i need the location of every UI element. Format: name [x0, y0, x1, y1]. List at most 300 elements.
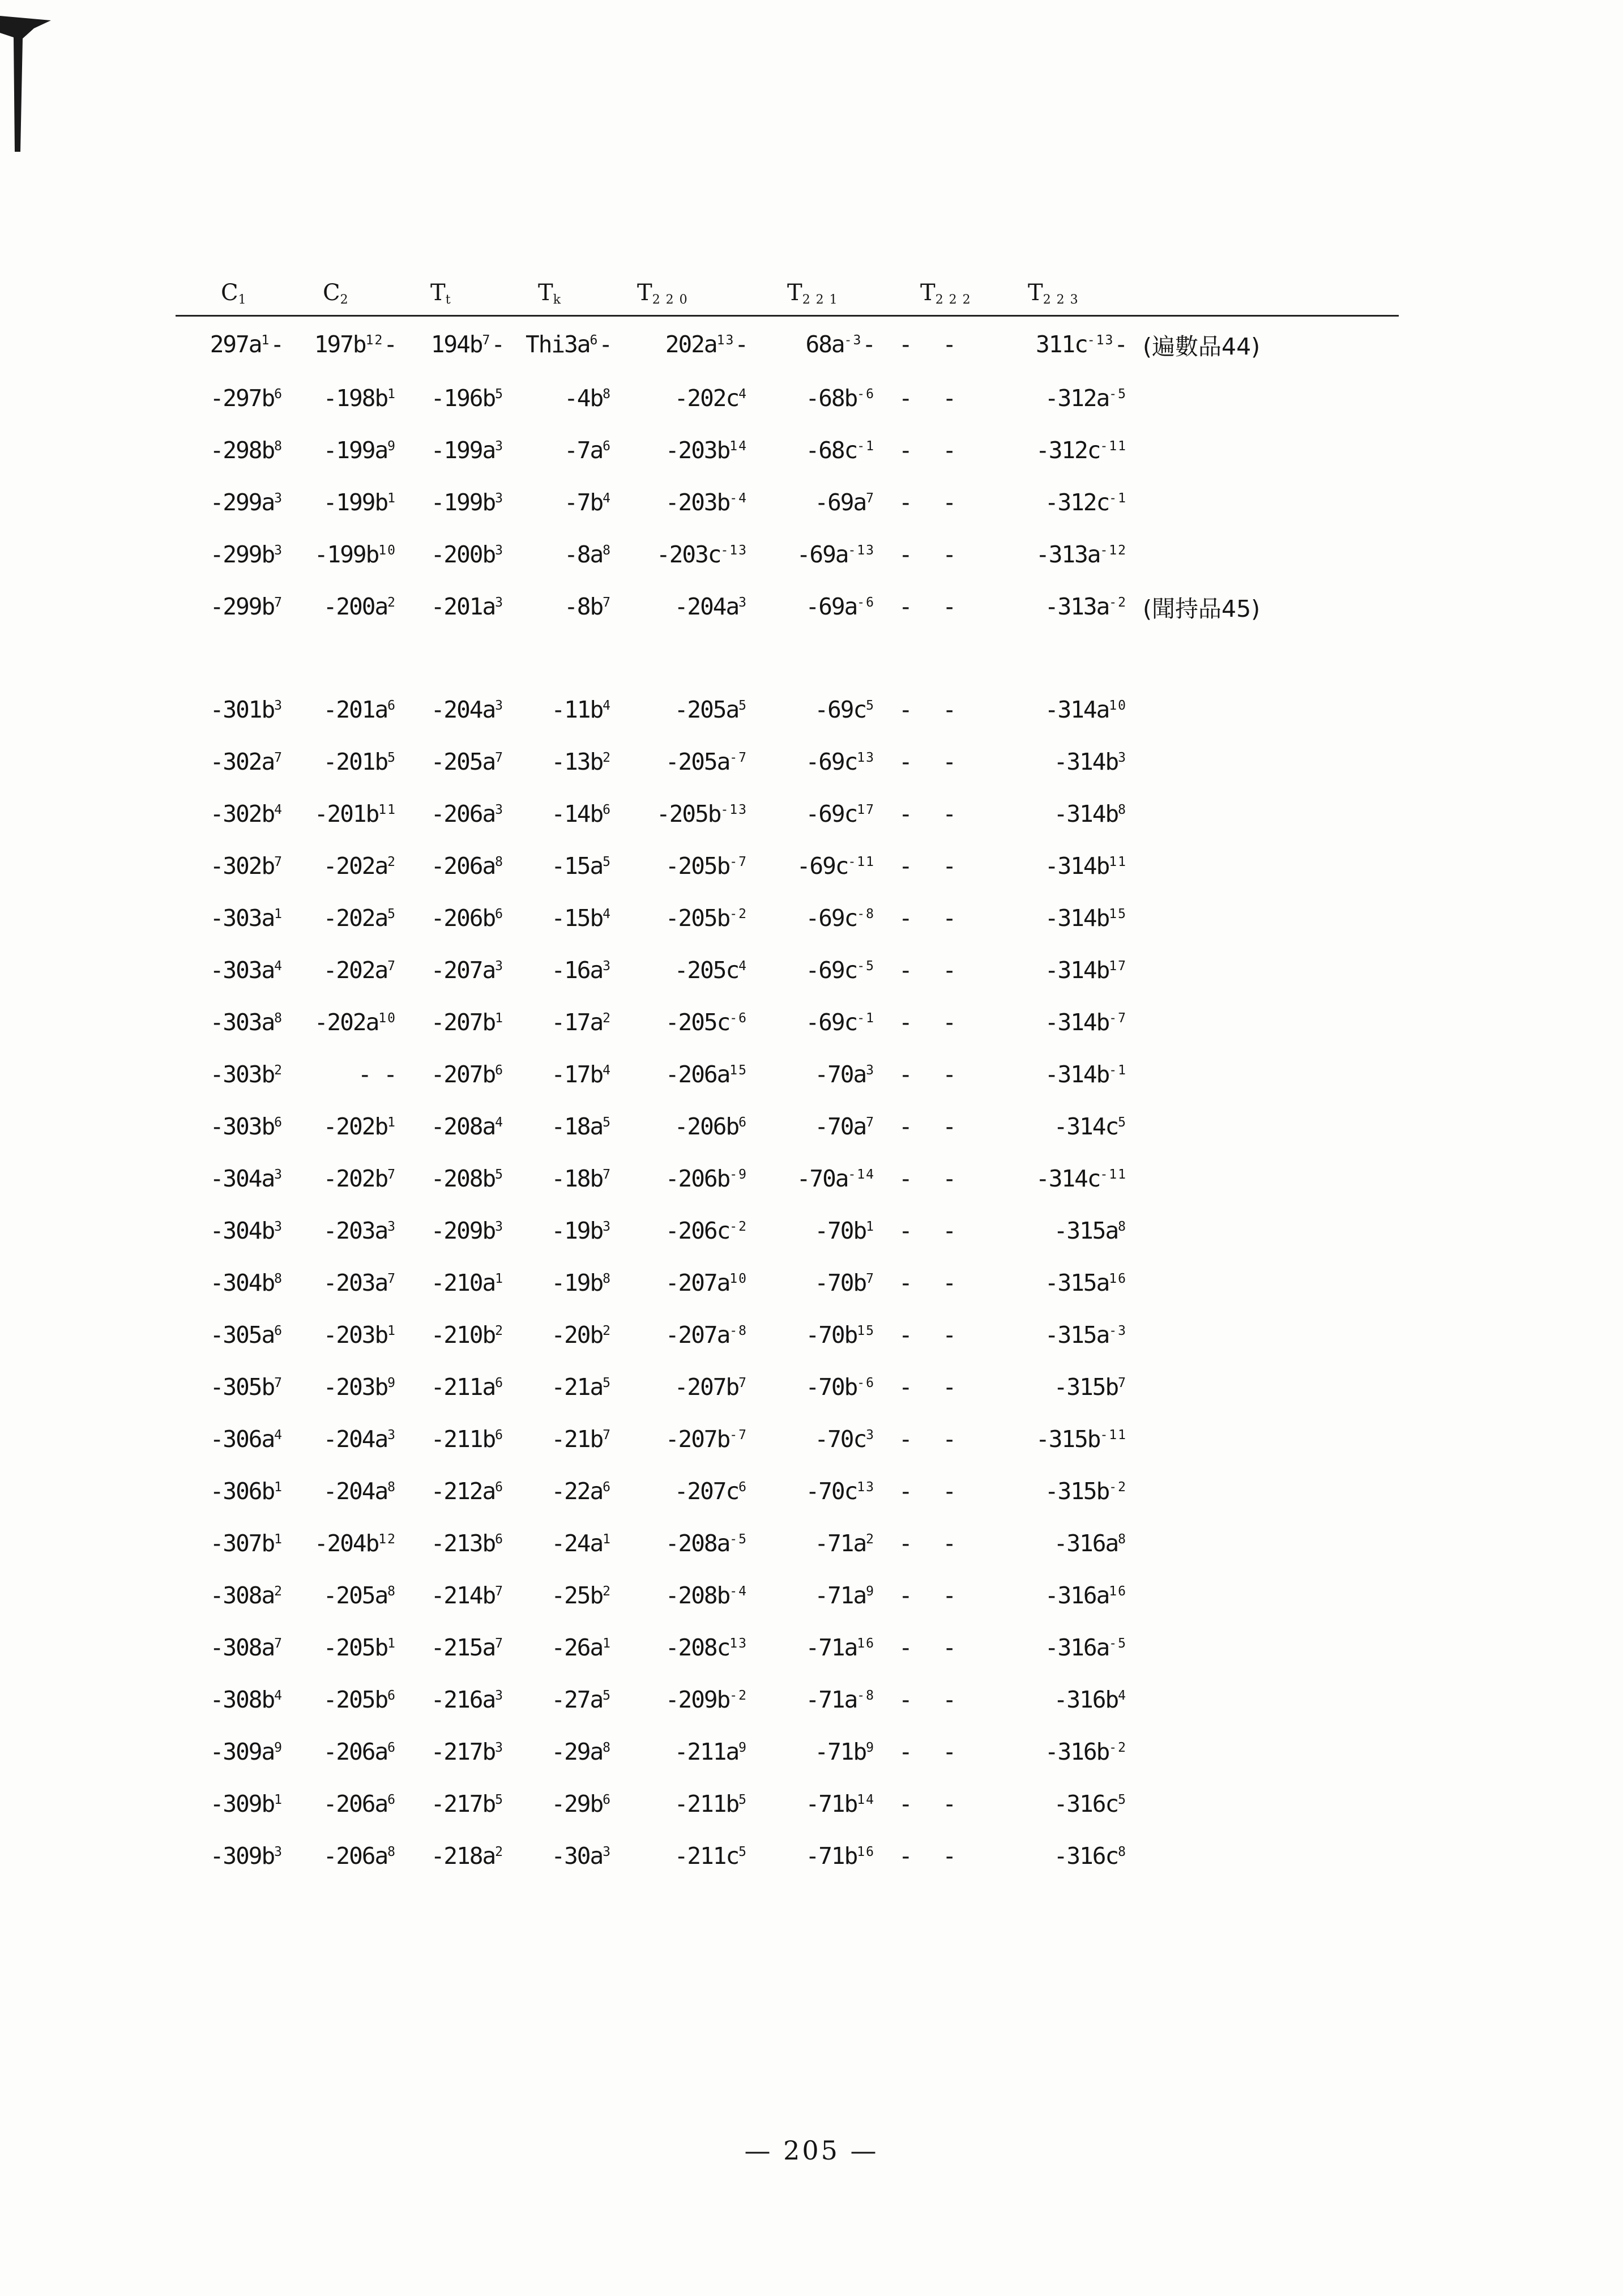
cell-c2: $-206a^6$: [323, 1790, 396, 1817]
cell-t223: $-315a^{16}$: [1044, 1269, 1127, 1296]
cell-c2: $-205a^8$: [323, 1582, 396, 1609]
table-row: [176, 476, 1399, 528]
cell-t223: $-314b^{-1}$: [1044, 1061, 1127, 1088]
cell-c1: $-303b^2$: [210, 1061, 283, 1088]
cell-t220: $-206b^6$: [674, 1113, 748, 1140]
cell-t221: $-68c^{-1}$: [805, 437, 875, 464]
cell-tk: $-26a^1$: [551, 1634, 612, 1661]
cell-tk: $-18a^5$: [551, 1113, 612, 1140]
cell-t221: $-70c^3$: [814, 1426, 875, 1453]
cell-tk: $-24a^1$: [551, 1530, 612, 1557]
cell-tk: $-17a^2$: [551, 1009, 612, 1036]
cell-c2: $-200a^2$: [323, 593, 396, 620]
cell-c1: $-302b^7$: [210, 852, 283, 880]
cell-t223: $311c^{-13}-$: [1036, 331, 1127, 358]
cell-tt: $-204a^3$: [430, 696, 504, 723]
cell-tk: $-11b^4$: [551, 696, 612, 723]
cell-c1: $-298b^8$: [210, 437, 283, 464]
cell-t220: $-207b^7$: [674, 1373, 748, 1401]
cell-note: [1127, 892, 1399, 944]
cell-note: [1127, 1778, 1399, 1830]
cell-t223: $-314b^{-7}$: [1044, 1009, 1127, 1036]
cell-c1: $-303a^4$: [210, 957, 283, 984]
cell-note: [1127, 1621, 1399, 1674]
cell-t220: $-204a^3$: [674, 593, 748, 620]
cell-c1: $-309a^9$: [210, 1738, 283, 1765]
cell-t220: $-205b^{-7}$: [665, 852, 748, 880]
cell-c2: $-206a^8$: [323, 1842, 396, 1870]
column-header-tt: $T_t$: [396, 266, 504, 316]
cell-c1: $-308a^7$: [210, 1634, 283, 1661]
cell-note: [1127, 1309, 1399, 1361]
cell-note: [1127, 1569, 1399, 1621]
cell-tt: $-196b^5$: [430, 385, 504, 412]
cell-t222: - -: [898, 437, 965, 464]
column-header-t221: $T_{221}$: [748, 266, 875, 316]
table-header: [176, 266, 1399, 316]
cell-t220: $-208c^{13}$: [665, 1634, 748, 1661]
cell-tk: $-25b^2$: [551, 1582, 612, 1609]
table-row: [176, 1309, 1399, 1361]
cell-t222: - -: [898, 696, 965, 723]
table-row: [176, 1205, 1399, 1257]
cell-tk: $-14b^6$: [551, 800, 612, 827]
cell-t220: $-207b^{-7}$: [665, 1426, 748, 1453]
cell-tt: $-217b^3$: [430, 1738, 504, 1765]
cell-t220: $-205b^{-13}$: [656, 800, 748, 827]
cell-tt: $-206b^6$: [430, 904, 504, 932]
cell-tt: $-205a^7$: [430, 748, 504, 775]
cell-t220: $-206a^{15}$: [665, 1061, 748, 1088]
cell-t221: $-71a^9$: [814, 1582, 875, 1609]
cell-t223: $-316a^8$: [1053, 1530, 1127, 1557]
cell-tk: $Thi3a^6-$: [526, 331, 612, 358]
cell-tk: $-19b^8$: [551, 1269, 612, 1296]
cell-c1: $-297b^6$: [210, 385, 283, 412]
cell-t220: $-208b^{-4}$: [665, 1582, 748, 1609]
cell-t222: - -: [898, 1634, 965, 1661]
cell-t220: $-202c^4$: [674, 385, 748, 412]
cell-c1: $-309b^1$: [210, 1790, 283, 1817]
cell-t222: - -: [898, 1009, 965, 1036]
cell-t223: $-314c^{-11}$: [1036, 1165, 1127, 1192]
cell-t221: $-68b^{-6}$: [805, 385, 875, 412]
cell-note: [1127, 1100, 1399, 1153]
table-row: [176, 316, 1399, 373]
cell-note: [1127, 1153, 1399, 1205]
cell-tk: $-29a^8$: [551, 1738, 612, 1765]
cell-note: (聞持品45): [1143, 595, 1261, 622]
cell-c1: $-301b^3$: [210, 696, 283, 723]
cell-c2: $-201b^{11}$: [314, 800, 396, 827]
cell-t222: - -: [898, 541, 965, 568]
cell-note: [1127, 1517, 1399, 1569]
cell-c1: $-308a^2$: [210, 1582, 283, 1609]
cell-t221: $-70b^1$: [814, 1217, 875, 1244]
cell-t220: $-207c^6$: [674, 1478, 748, 1505]
cell-t221: $-69c^5$: [814, 696, 875, 723]
cell-t221: $-69c^{-8}$: [805, 904, 875, 932]
cell-t221: $-70a^7$: [814, 1113, 875, 1140]
cell-tt: $-207a^3$: [430, 957, 504, 984]
cell-t223: $-316b^{-2}$: [1044, 1738, 1127, 1765]
cell-t222: - -: [898, 1790, 965, 1817]
cell-c2: $-199b^1$: [323, 489, 396, 516]
cell-c1: $-302a^7$: [210, 748, 283, 775]
cell-tk: $-8a^8$: [564, 541, 612, 568]
cell-note: [1127, 1413, 1399, 1465]
cell-t223: $-314b^{11}$: [1044, 852, 1127, 880]
cell-tt: $-210b^2$: [430, 1321, 504, 1348]
cell-tk: $-27a^5$: [551, 1686, 612, 1713]
cell-t222: - -: [898, 1842, 965, 1870]
column-header-t220: $T_{220}$: [612, 266, 748, 316]
cell-c1: $-304b^3$: [210, 1217, 283, 1244]
cell-t223: $-315b^{-11}$: [1036, 1426, 1127, 1453]
cell-t221: $-71b^{14}$: [805, 1790, 875, 1817]
cell-c2: $-202a^{10}$: [314, 1009, 396, 1036]
binding-edge-mark: [0, 16, 57, 152]
cell-t222: - -: [898, 1165, 965, 1192]
cell-t221: $-70b^7$: [814, 1269, 875, 1296]
cell-tk: $-20b^2$: [551, 1321, 612, 1348]
cell-c2: $-198b^1$: [323, 385, 396, 412]
cell-t222: - -: [898, 800, 965, 827]
cell-t223: $-315a^{-3}$: [1044, 1321, 1127, 1348]
cell-note: [1127, 788, 1399, 840]
cell-tk: $-16a^3$: [551, 957, 612, 984]
table-row: [176, 1726, 1399, 1778]
cell-t220: $-205b^{-2}$: [665, 904, 748, 932]
cell-c2: $197b^{12}-$: [314, 331, 396, 358]
cell-c2: $-202a^5$: [323, 904, 396, 932]
cell-t221: $68a^{-3}-$: [805, 331, 875, 358]
cell-t222: - -: [898, 748, 965, 775]
cell-tt: $-213b^6$: [430, 1530, 504, 1557]
cell-c1: $-306b^1$: [210, 1478, 283, 1505]
cell-note: [1127, 1205, 1399, 1257]
table-row: [176, 1048, 1399, 1100]
cell-c2: $-205b^1$: [323, 1634, 396, 1661]
table-row: [176, 1465, 1399, 1517]
cell-tk: $-21b^7$: [551, 1426, 612, 1453]
cell-c2: $-204a^3$: [323, 1426, 396, 1453]
cell-c1: $-302b^4$: [210, 800, 283, 827]
cell-t222: - -: [898, 1478, 965, 1505]
cell-c1: $-299b^7$: [210, 593, 283, 620]
cell-tk: $-7a^6$: [564, 437, 612, 464]
cell-t222: - -: [898, 1061, 965, 1088]
cell-c2: $-206a^6$: [323, 1738, 396, 1765]
table-row: [176, 1257, 1399, 1309]
cell-c1: $-299a^3$: [210, 489, 283, 516]
column-header-tk: $T_k$: [504, 266, 612, 316]
cell-c1: $-303a^8$: [210, 1009, 283, 1036]
column-header-c2: $C_2$: [283, 266, 396, 316]
cell-tk: $-15b^4$: [551, 904, 612, 932]
cell-tt: $-199b^3$: [430, 489, 504, 516]
cell-note: [1127, 476, 1399, 528]
table-row: [176, 996, 1399, 1048]
cell-t221: $-69a^7$: [814, 489, 875, 516]
page-number: — 205 —: [744, 2135, 879, 2166]
cell-c1: $-306a^4$: [210, 1426, 283, 1453]
table-row: [176, 1100, 1399, 1153]
cell-tt: $-200b^3$: [430, 541, 504, 568]
cell-t222: - -: [898, 957, 965, 984]
cell-tt: $-218a^2$: [430, 1842, 504, 1870]
table-row: [176, 1413, 1399, 1465]
cell-c2: $-203b^1$: [323, 1321, 396, 1348]
cell-t220: $-203b^{14}$: [665, 437, 748, 464]
cell-t223: $-312c^{-11}$: [1036, 437, 1127, 464]
cell-note: [1127, 1674, 1399, 1726]
cell-t223: $-312c^{-1}$: [1044, 489, 1127, 516]
cell-tt: $-217b^5$: [430, 1790, 504, 1817]
cell-note: [1127, 1726, 1399, 1778]
cell-c2: $-204a^8$: [323, 1478, 396, 1505]
table-row: [176, 1621, 1399, 1674]
cell-tk: $-30a^3$: [551, 1842, 612, 1870]
cell-tt: $-211b^6$: [430, 1426, 504, 1453]
cell-t221: $-70c^{13}$: [805, 1478, 875, 1505]
cell-t220: $-203c^{-13}$: [656, 541, 748, 568]
column-header-c1: $C_1$: [176, 266, 283, 316]
cell-tt: $-215a^7$: [430, 1634, 504, 1661]
table-row: [176, 788, 1399, 840]
table-row: [176, 892, 1399, 944]
cell-note: [1127, 684, 1399, 736]
cell-t220: $-205a^{-7}$: [665, 748, 748, 775]
cell-note: [1127, 944, 1399, 996]
table-row: [176, 684, 1399, 736]
cell-t221: $-71b^{16}$: [805, 1842, 875, 1870]
cell-tt: $-208b^5$: [430, 1165, 504, 1192]
cell-t222: - -: [898, 1321, 965, 1348]
table-body: [176, 316, 1399, 1883]
cell-t222: - -: [898, 1582, 965, 1609]
cell-t221: $-70a^3$: [814, 1061, 875, 1088]
cell-tk: $-22a^6$: [551, 1478, 612, 1505]
cell-t223: $-316c^5$: [1053, 1790, 1127, 1817]
cell-t220: $-205c^{-6}$: [665, 1009, 748, 1036]
table-row: [176, 1778, 1399, 1830]
cell-c1: $-308b^4$: [210, 1686, 283, 1713]
cell-c1: $-304b^8$: [210, 1269, 283, 1296]
cell-tt: $-216a^3$: [430, 1686, 504, 1713]
cell-tk: $-21a^5$: [551, 1373, 612, 1401]
cell-t222: - -: [898, 852, 965, 880]
cell-t221: $-69a^{-6}$: [805, 593, 875, 620]
cell-c1: $-303b^6$: [210, 1113, 283, 1140]
table-row: [176, 1361, 1399, 1413]
cell-tt: $-199a^3$: [430, 437, 504, 464]
table-row: [176, 1153, 1399, 1205]
cell-t222: - -: [898, 1269, 965, 1296]
cell-note: [1127, 372, 1399, 424]
table-row: [176, 1830, 1399, 1882]
cell-t223: $-314b^{15}$: [1044, 904, 1127, 932]
cell-t221: $-71b^9$: [814, 1738, 875, 1765]
cell-t220: $-211a^9$: [674, 1738, 748, 1765]
cell-t220: $-209b^{-2}$: [665, 1686, 748, 1713]
cell-t220: $-211b^5$: [674, 1790, 748, 1817]
cell-note: [1127, 840, 1399, 892]
cell-c1: $-299b^3$: [210, 541, 283, 568]
cell-tt: $-206a^8$: [430, 852, 504, 880]
cell-c2: $-202b^1$: [323, 1113, 396, 1140]
cell-c2: - -: [357, 1061, 396, 1088]
cell-tk: $-19b^3$: [551, 1217, 612, 1244]
cell-c1: $-305a^6$: [210, 1321, 283, 1348]
cell-tk: $-18b^7$: [551, 1165, 612, 1192]
cell-tt: $-207b^1$: [430, 1009, 504, 1036]
cell-t222: - -: [898, 385, 965, 412]
cell-tt: $-201a^3$: [430, 593, 504, 620]
cell-t223: $-316c^8$: [1053, 1842, 1127, 1870]
cell-t222: - -: [898, 489, 965, 516]
cell-c2: $-199b^{10}$: [314, 541, 396, 568]
cell-tk: $-15a^5$: [551, 852, 612, 880]
cell-t220: $-206c^{-2}$: [665, 1217, 748, 1244]
table-row: [176, 528, 1399, 581]
cell-t223: $-313a^{-2}$: [1044, 593, 1127, 620]
cell-t223: $-313a^{-12}$: [1036, 541, 1127, 568]
cell-t220: $202a^{13}-$: [665, 331, 748, 358]
cell-tt: $-209b^3$: [430, 1217, 504, 1244]
cell-note: [1127, 996, 1399, 1048]
cell-t222: - -: [898, 1686, 965, 1713]
cell-t221: $-70a^{-14}$: [796, 1165, 875, 1192]
cell-note: [1127, 1048, 1399, 1100]
cell-note: (遍數品44): [1143, 332, 1261, 360]
cell-tt: $-212a^6$: [430, 1478, 504, 1505]
spacer-cell: [176, 633, 1399, 684]
cell-tt: $-208a^4$: [430, 1113, 504, 1140]
cell-t221: $-69c^{-11}$: [796, 852, 875, 880]
cell-tk: $-7b^4$: [564, 489, 612, 516]
cell-t223: $-315b^7$: [1053, 1373, 1127, 1401]
cell-c1: $-304a^3$: [210, 1165, 283, 1192]
cell-t220: $-207a^{-8}$: [665, 1321, 748, 1348]
cell-t220: $-207a^{10}$: [665, 1269, 748, 1296]
cell-t221: $-69c^{13}$: [805, 748, 875, 775]
concordance-table-container: [176, 266, 1399, 1882]
cell-t222: - -: [898, 1217, 965, 1244]
cell-c2: $-203a^7$: [323, 1269, 396, 1296]
cell-t221: $-71a^{16}$: [805, 1634, 875, 1661]
cell-t220: $-203b^{-4}$: [665, 489, 748, 516]
table-row: [176, 944, 1399, 996]
cell-t223: $-314b^8$: [1053, 800, 1127, 827]
cell-t221: $-69c^{-1}$: [805, 1009, 875, 1036]
cell-t221: $-70b^{-6}$: [805, 1373, 875, 1401]
table-row: [176, 1517, 1399, 1569]
table-row: [176, 581, 1399, 633]
concordance-table: [176, 266, 1399, 1882]
cell-c2: $-204b^{12}$: [314, 1530, 396, 1557]
cell-t221: $-70b^{15}$: [805, 1321, 875, 1348]
cell-c2: $-203b^9$: [323, 1373, 396, 1401]
cell-t222: - -: [898, 1530, 965, 1557]
column-header-t222: $T_{222}$: [875, 266, 988, 316]
cell-note: [1127, 1830, 1399, 1882]
cell-t223: $-315a^8$: [1053, 1217, 1127, 1244]
cell-t221: $-71a^{-8}$: [805, 1686, 875, 1713]
cell-note: [1127, 736, 1399, 788]
cell-t223: $-316b^4$: [1053, 1686, 1127, 1713]
column-header-note: [1127, 266, 1399, 316]
cell-t223: $-314b^3$: [1053, 748, 1127, 775]
cell-t220: $-205a^5$: [674, 696, 748, 723]
cell-tk: $-8b^7$: [564, 593, 612, 620]
cell-c2: $-202a^2$: [323, 852, 396, 880]
cell-t222: - -: [898, 904, 965, 932]
cell-t220: $-206b^{-9}$: [665, 1165, 748, 1192]
cell-c2: $-201b^5$: [323, 748, 396, 775]
cell-tt: $-214b^7$: [430, 1582, 504, 1609]
cell-c1: $297a^1-$: [210, 331, 283, 358]
cell-c2: $-202b^7$: [323, 1165, 396, 1192]
cell-t223: $-316a^{16}$: [1044, 1582, 1127, 1609]
header-row: [176, 266, 1399, 316]
cell-t223: $-312a^{-5}$: [1044, 385, 1127, 412]
cell-c2: $-205b^6$: [323, 1686, 396, 1713]
cell-t223: $-316a^{-5}$: [1044, 1634, 1127, 1661]
table-row: [176, 736, 1399, 788]
cell-c1: $-307b^1$: [210, 1530, 283, 1557]
cell-t221: $-69c^{-5}$: [805, 957, 875, 984]
cell-t223: $-314b^{17}$: [1044, 957, 1127, 984]
table-row: [176, 372, 1399, 424]
cell-tk: $-13b^2$: [551, 748, 612, 775]
cell-c2: $-203a^3$: [323, 1217, 396, 1244]
table-row: [176, 1674, 1399, 1726]
cell-c1: $-305b^7$: [210, 1373, 283, 1401]
cell-t222: - -: [898, 1738, 965, 1765]
cell-t220: $-205c^4$: [674, 957, 748, 984]
cell-c1: $-309b^3$: [210, 1842, 283, 1870]
cell-t223: $-314c^5$: [1053, 1113, 1127, 1140]
cell-c1: $-303a^1$: [210, 904, 283, 932]
cell-c2: $-199a^9$: [323, 437, 396, 464]
row-spacer: [176, 633, 1399, 684]
table-row: [176, 1569, 1399, 1621]
cell-note: [1127, 1465, 1399, 1517]
table-row: [176, 424, 1399, 476]
cell-tt: $-211a^6$: [430, 1373, 504, 1401]
cell-t223: $-314a^{10}$: [1044, 696, 1127, 723]
cell-tt: $-210a^1$: [430, 1269, 504, 1296]
cell-tk: $-29b^6$: [551, 1790, 612, 1817]
cell-t222: - -: [898, 1373, 965, 1401]
cell-t221: $-69c^{17}$: [805, 800, 875, 827]
cell-c2: $-201a^6$: [323, 696, 396, 723]
cell-tt: $194b^7-$: [430, 331, 504, 358]
cell-t222: - -: [898, 331, 965, 358]
cell-tt: $-206a^3$: [430, 800, 504, 827]
cell-tt: $-207b^6$: [430, 1061, 504, 1088]
column-header-t223: $T_{223}$: [988, 266, 1127, 316]
cell-t222: - -: [898, 593, 965, 620]
cell-t222: - -: [898, 1426, 965, 1453]
cell-t220: $-208a^{-5}$: [665, 1530, 748, 1557]
cell-note: [1127, 1361, 1399, 1413]
cell-t221: $-69a^{-13}$: [796, 541, 875, 568]
cell-note: [1127, 528, 1399, 581]
cell-t223: $-315b^{-2}$: [1044, 1478, 1127, 1505]
cell-c2: $-202a^7$: [323, 957, 396, 984]
